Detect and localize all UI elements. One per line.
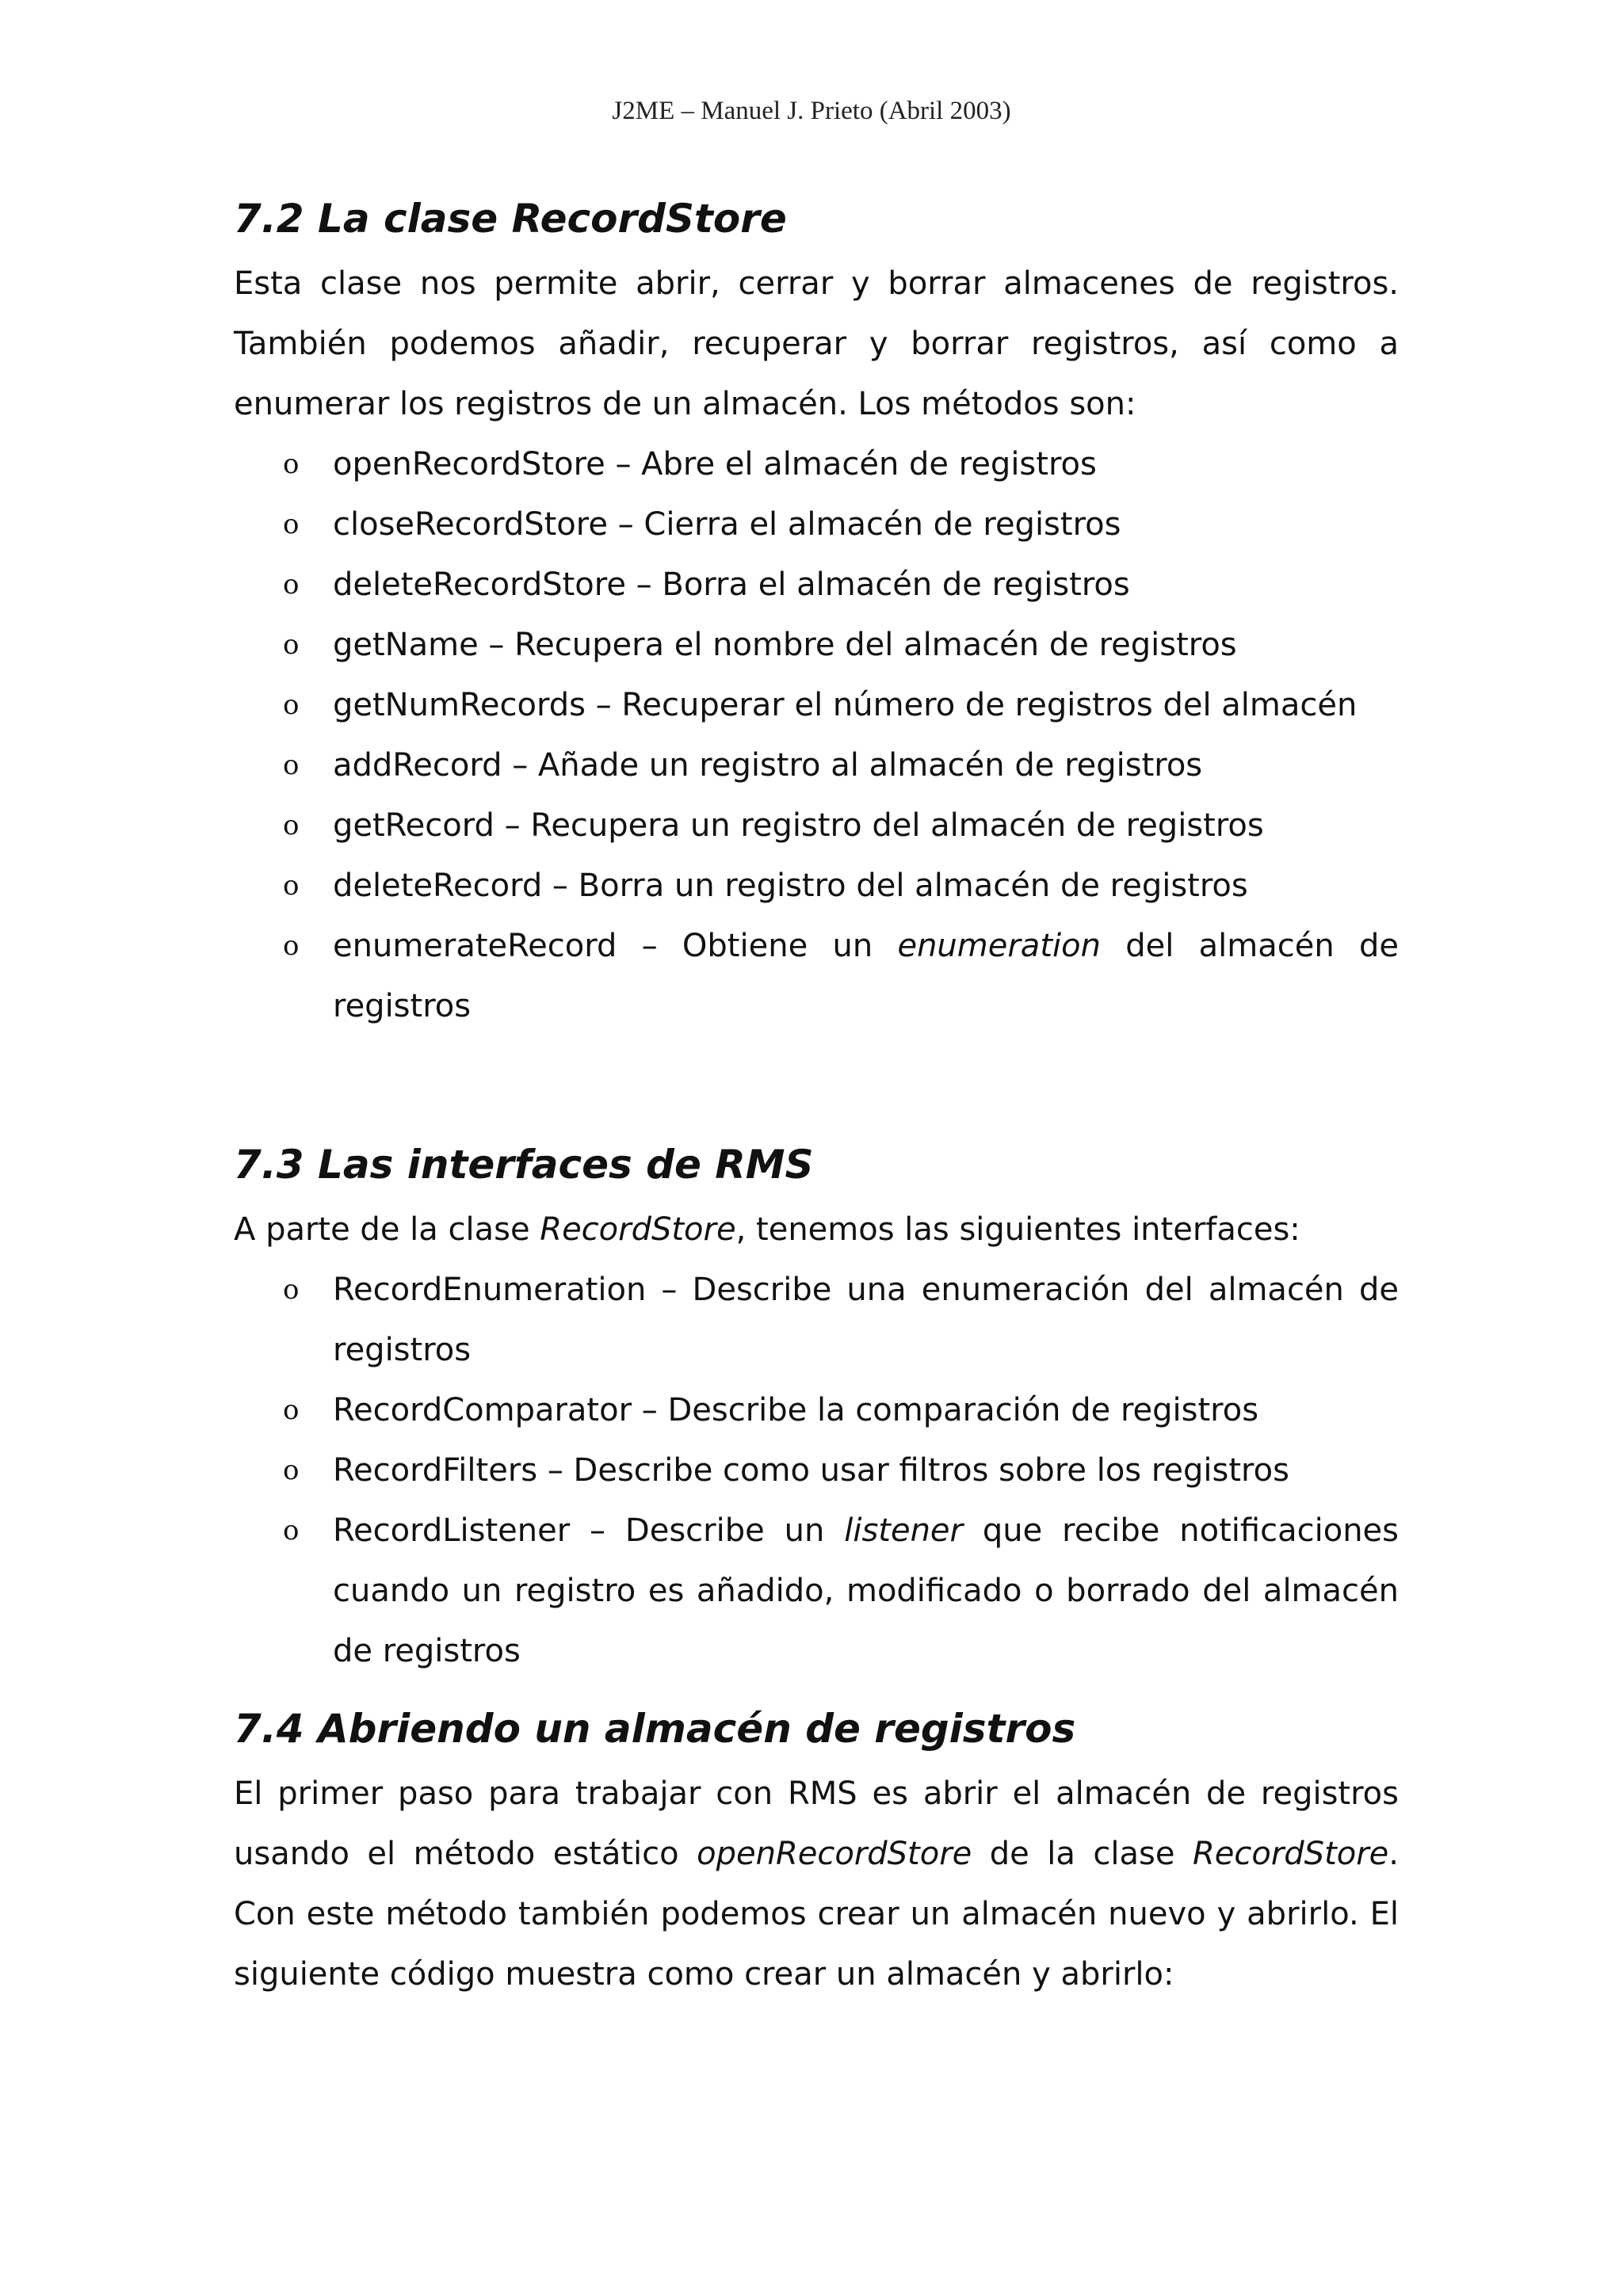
paragraph-italic-1: openRecordStore xyxy=(697,1836,972,1872)
interface-text-before: RecordListener – Describe un xyxy=(333,1512,845,1549)
bullet-icon: o xyxy=(283,1274,300,1306)
rms-interfaces-list xyxy=(234,1260,1399,1681)
list-item xyxy=(234,795,1399,856)
paragraph-part-2: de la clase xyxy=(972,1836,1193,1872)
interface-text-italic: listener xyxy=(844,1512,963,1549)
section-7-4-paragraph xyxy=(234,1764,1399,2004)
method-text: addRecord – Añade un registro al almacén de registros xyxy=(333,747,1203,784)
method-text-before: enumerateRecord – Obtiene un xyxy=(333,928,898,964)
list-item xyxy=(234,916,1399,1036)
interface-text: RecordComparator – Describe la comparación de registros xyxy=(333,1392,1259,1428)
section-7-3-intro xyxy=(234,1199,1399,1260)
method-text: getNumRecords – Recuperar el número de registros del almacén xyxy=(333,687,1358,723)
bullet-icon: o xyxy=(283,448,300,480)
list-item xyxy=(234,1440,1399,1501)
method-text: deleteRecord – Borra un registro del almacén de registros xyxy=(333,868,1248,904)
intro-before: A parte de la clase xyxy=(234,1211,540,1248)
method-text: closeRecordStore – Cierra el almacén de registros xyxy=(333,506,1121,543)
recordstore-methods-list xyxy=(234,434,1399,1036)
list-item xyxy=(234,494,1399,555)
bullet-icon: o xyxy=(283,870,300,902)
bullet-icon: o xyxy=(283,689,300,721)
list-item xyxy=(234,675,1399,735)
method-text-italic: enumeration xyxy=(897,928,1101,964)
method-text: getName – Recupera el nombre del almacén de registros xyxy=(333,627,1237,663)
list-item xyxy=(234,555,1399,615)
list-item xyxy=(234,1380,1399,1440)
document-body xyxy=(234,187,1399,2004)
intro-italic: RecordStore xyxy=(540,1211,736,1248)
list-item xyxy=(234,1501,1399,1681)
method-text: openRecordStore – Abre el almacén de registros xyxy=(333,446,1097,482)
bullet-icon: o xyxy=(283,629,300,661)
paragraph-part-3: . Con este método también podemos crear un almacén nuevo y abrirlo. El siguiente código muestra como crear un almacén y abrirlo: xyxy=(234,1836,1399,1993)
list-item xyxy=(234,735,1399,795)
bullet-icon: o xyxy=(283,930,300,962)
bullet-icon: o xyxy=(283,1455,300,1486)
list-item xyxy=(234,856,1399,916)
bullet-icon: o xyxy=(283,1515,300,1547)
list-item xyxy=(234,434,1399,494)
bullet-icon: o xyxy=(283,569,300,601)
paragraph-part-1: El primer paso para trabajar con RMS es abrir el almacén de registros usando el método estático xyxy=(234,1775,1399,1872)
bullet-icon: o xyxy=(283,810,300,841)
method-text: deleteRecordStore – Borra el almacén de registros xyxy=(333,566,1130,603)
interface-text-after: que recibe notificaciones cuando un registro es añadido, modificado o borrado del almacén de registros xyxy=(333,1512,1399,1669)
bullet-icon: o xyxy=(283,509,300,540)
intro-after: , tenemos las siguientes interfaces: xyxy=(735,1211,1300,1248)
running-header: J2ME – Manuel J. Prieto (Abril 2003) xyxy=(612,97,1011,125)
method-text: getRecord – Recupera un registro del almacén de registros xyxy=(333,807,1264,844)
section-heading-7-2: 7.2 La clase RecordStore xyxy=(234,196,787,242)
section-heading-7-3: 7.3 Las interfaces de RMS xyxy=(234,1142,814,1188)
list-item xyxy=(234,1260,1399,1380)
interface-text: RecordFilters – Describe como usar filtros sobre los registros xyxy=(333,1452,1289,1489)
list-item xyxy=(234,615,1399,675)
interface-text: RecordEnumeration – Describe una enumeración del almacén de registros xyxy=(333,1272,1399,1368)
section-7-2-intro: Esta clase nos permite abrir, cerrar y borrar almacenes de registros. También podemos añadir, recuperar y borrar registros, así como a enumerar los registros de un almacén. Los métodos son: xyxy=(234,265,1399,422)
section-heading-7-4: 7.4 Abriendo un almacén de registros xyxy=(234,1706,1076,1752)
method-text-after: del almacén de registros xyxy=(333,928,1399,1024)
bullet-icon: o xyxy=(283,749,300,781)
bullet-icon: o xyxy=(283,1394,300,1426)
paragraph-italic-2: RecordStore xyxy=(1192,1836,1389,1872)
